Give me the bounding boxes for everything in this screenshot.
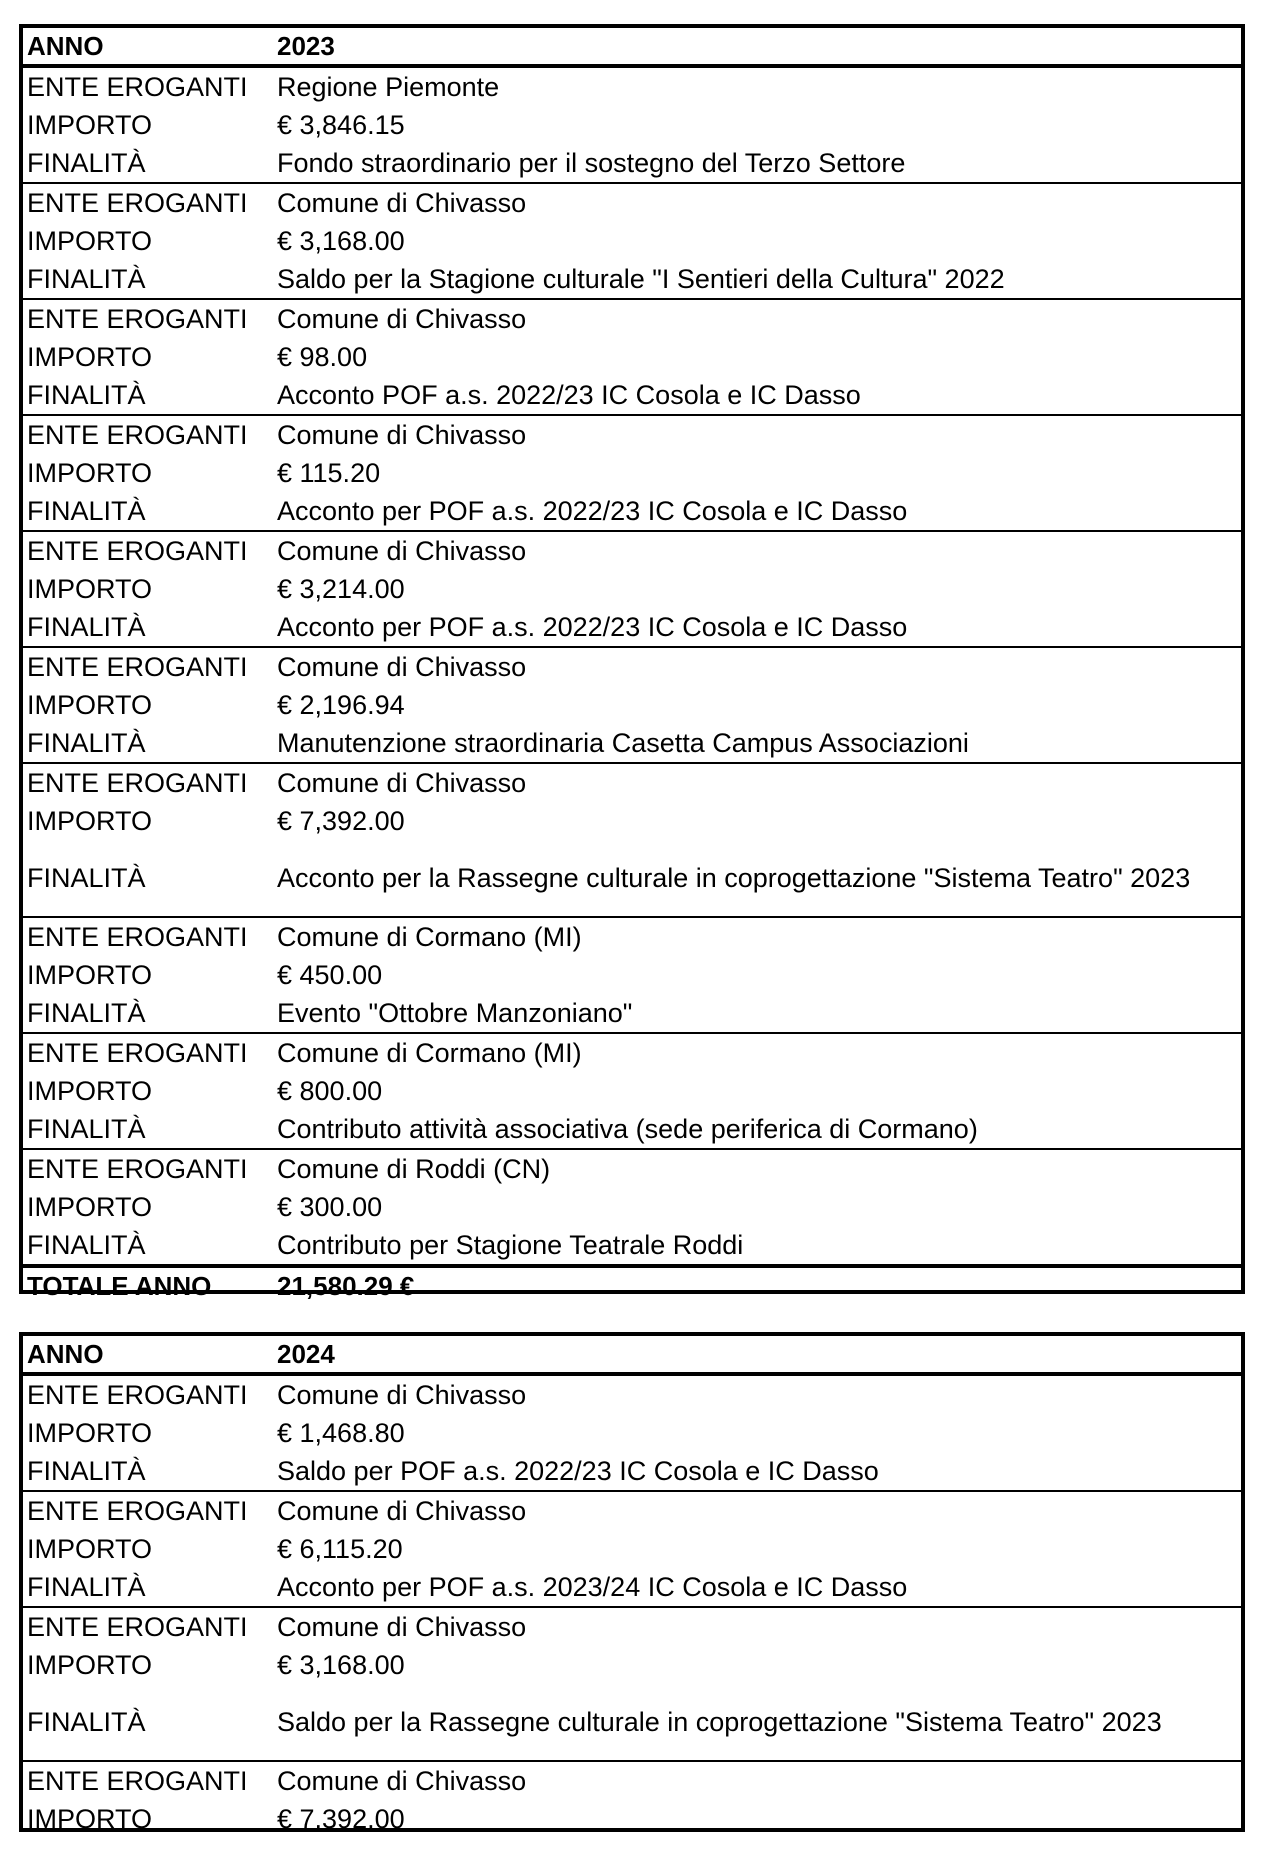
finalita-value: Acconto POF a.s. 2022/23 IC Cosola e IC Dasso [277, 380, 861, 410]
year-label: ANNO [27, 1338, 104, 1369]
importo-label: IMPORTO [27, 1192, 153, 1222]
finalita-value: Evento "Ottobre Manzoniano" [277, 998, 633, 1028]
ente-label: ENTE EROGANTI [27, 1766, 248, 1796]
importo-value: € 1,468.80 [277, 1418, 405, 1448]
importo-label: IMPORTO [27, 1804, 153, 1834]
ente-label: ENTE EROGANTI [27, 304, 248, 334]
finalita-label: FINALITÀ [27, 1230, 146, 1260]
ente-label: ENTE EROGANTI [27, 1612, 248, 1642]
ente-value: Comune di Cormano (MI) [277, 1038, 582, 1068]
finalita-value: Acconto per POF a.s. 2022/23 IC Cosola e IC Dasso [277, 612, 908, 642]
finalita-value: Fondo straordinario per il sostegno del Terzo Settore [277, 148, 906, 178]
contributions-table-2023 [19, 24, 1245, 1301]
ente-value: Comune di Chivasso [277, 1380, 527, 1410]
finalita-label: FINALITÀ [27, 1572, 146, 1602]
importo-label: IMPORTO [27, 458, 153, 488]
entry-group [23, 300, 1241, 416]
finalita-value: Contributo per Stagione Teatrale Roddi [277, 1230, 744, 1260]
finalita-value: Saldo per la Rassegne culturale in coprogettazione "Sistema Teatro" 2023 [277, 1707, 1162, 1737]
contributions-table-2024 [19, 1332, 1245, 1832]
importo-label: IMPORTO [27, 690, 153, 720]
year-value: 2023 [277, 30, 335, 61]
ente-label: ENTE EROGANTI [27, 188, 248, 218]
ente-value: Comune di Chivasso [277, 420, 527, 450]
entry-group [23, 184, 1241, 300]
entry-group [23, 416, 1241, 532]
importo-label: IMPORTO [27, 342, 153, 372]
ente-value: Comune di Cormano (MI) [277, 922, 582, 952]
ente-label: ENTE EROGANTI [27, 768, 248, 798]
ente-label: ENTE EROGANTI [27, 1038, 248, 1068]
ente-label: ENTE EROGANTI [27, 652, 248, 682]
finalita-label: FINALITÀ [27, 1456, 146, 1486]
importo-value: € 300.00 [277, 1192, 383, 1222]
entry-group [23, 1150, 1241, 1264]
importo-value: € 450.00 [277, 960, 383, 990]
ente-value: Comune di Chivasso [277, 652, 527, 682]
importo-value: € 3,168.00 [277, 1650, 405, 1680]
finalita-label: FINALITÀ [27, 148, 146, 178]
importo-label: IMPORTO [27, 1650, 153, 1680]
importo-label: IMPORTO [27, 1076, 153, 1106]
ente-value: Comune di Chivasso [277, 1496, 527, 1526]
importo-label: IMPORTO [27, 226, 153, 256]
total-label: TOTALE ANNO [27, 1270, 212, 1301]
finalita-label: FINALITÀ [27, 1707, 146, 1737]
ente-label: ENTE EROGANTI [27, 1154, 248, 1184]
finalita-label: FINALITÀ [27, 496, 146, 526]
finalita-value: Acconto per POF a.s. 2022/23 IC Cosola e IC Dasso [277, 496, 908, 526]
ente-label: ENTE EROGANTI [27, 536, 248, 566]
finalita-label: FINALITÀ [27, 264, 146, 294]
finalita-label: FINALITÀ [27, 612, 146, 642]
entry-group [23, 1608, 1241, 1762]
ente-value: Comune di Roddi (CN) [277, 1154, 551, 1184]
importo-value: € 7,392.00 [277, 1804, 405, 1834]
finalita-label: FINALITÀ [27, 1114, 146, 1144]
entry-group [23, 764, 1241, 918]
entry-group [23, 648, 1241, 764]
ente-value: Comune di Chivasso [277, 536, 527, 566]
importo-value: € 115.20 [277, 458, 381, 488]
finalita-value: Saldo per la Stagione culturale "I Sentieri della Cultura" 2022 [277, 264, 1005, 294]
finalita-value: Saldo per POF a.s. 2022/23 IC Cosola e IC Dasso [277, 1456, 879, 1486]
entry-group [23, 1034, 1241, 1150]
finalita-label: FINALITÀ [27, 998, 146, 1028]
entry-group [23, 1492, 1241, 1608]
ente-value: Comune di Chivasso [277, 1612, 527, 1642]
importo-value: € 2,196.94 [277, 690, 405, 720]
importo-value: € 3,846.15 [277, 110, 405, 140]
finalita-label: FINALITÀ [27, 728, 146, 758]
ente-value: Comune di Chivasso [277, 768, 527, 798]
importo-label: IMPORTO [27, 806, 153, 836]
finalita-value: Manutenzione straordinaria Casetta Campus Associazioni [277, 728, 969, 758]
ente-label: ENTE EROGANTI [27, 922, 248, 952]
importo-value: € 98.00 [277, 342, 368, 372]
year-value: 2024 [277, 1338, 335, 1369]
table-header [23, 28, 1241, 68]
ente-value: Comune di Chivasso [277, 304, 527, 334]
importo-value: € 800.00 [277, 1076, 383, 1106]
ente-label: ENTE EROGANTI [27, 72, 248, 102]
ente-label: ENTE EROGANTI [27, 1380, 248, 1410]
importo-value: € 3,168.00 [277, 226, 405, 256]
ente-value: Comune di Chivasso [277, 1766, 527, 1796]
importo-label: IMPORTO [27, 110, 153, 140]
importo-label: IMPORTO [27, 960, 153, 990]
entry-group [23, 68, 1241, 184]
ente-label: ENTE EROGANTI [27, 420, 248, 450]
ente-value: Regione Piemonte [277, 72, 500, 102]
finalita-value: Contributo attività associativa (sede periferica di Cormano) [277, 1114, 978, 1144]
entry-group [23, 1376, 1241, 1492]
year-label: ANNO [27, 30, 104, 61]
entry-group [23, 532, 1241, 648]
ente-value: Comune di Chivasso [277, 188, 527, 218]
entry-group [23, 1762, 1241, 1838]
importo-label: IMPORTO [27, 574, 153, 604]
importo-value: € 6,115.20 [277, 1534, 403, 1564]
importo-value: € 3,214.00 [277, 574, 405, 604]
total-value: 21,580.29 € [277, 1270, 415, 1301]
finalita-value: Acconto per la Rassegne culturale in coprogettazione "Sistema Teatro" 2023 [277, 863, 1191, 893]
table-header [23, 1336, 1241, 1376]
finalita-value: Acconto per POF a.s. 2023/24 IC Cosola e IC Dasso [277, 1572, 908, 1602]
finalita-label: FINALITÀ [27, 380, 146, 410]
total-row [23, 1264, 1241, 1304]
importo-label: IMPORTO [27, 1418, 153, 1448]
importo-label: IMPORTO [27, 1534, 153, 1564]
importo-value: € 7,392.00 [277, 806, 405, 836]
finalita-label: FINALITÀ [27, 863, 146, 893]
ente-label: ENTE EROGANTI [27, 1496, 248, 1526]
entry-group [23, 918, 1241, 1034]
